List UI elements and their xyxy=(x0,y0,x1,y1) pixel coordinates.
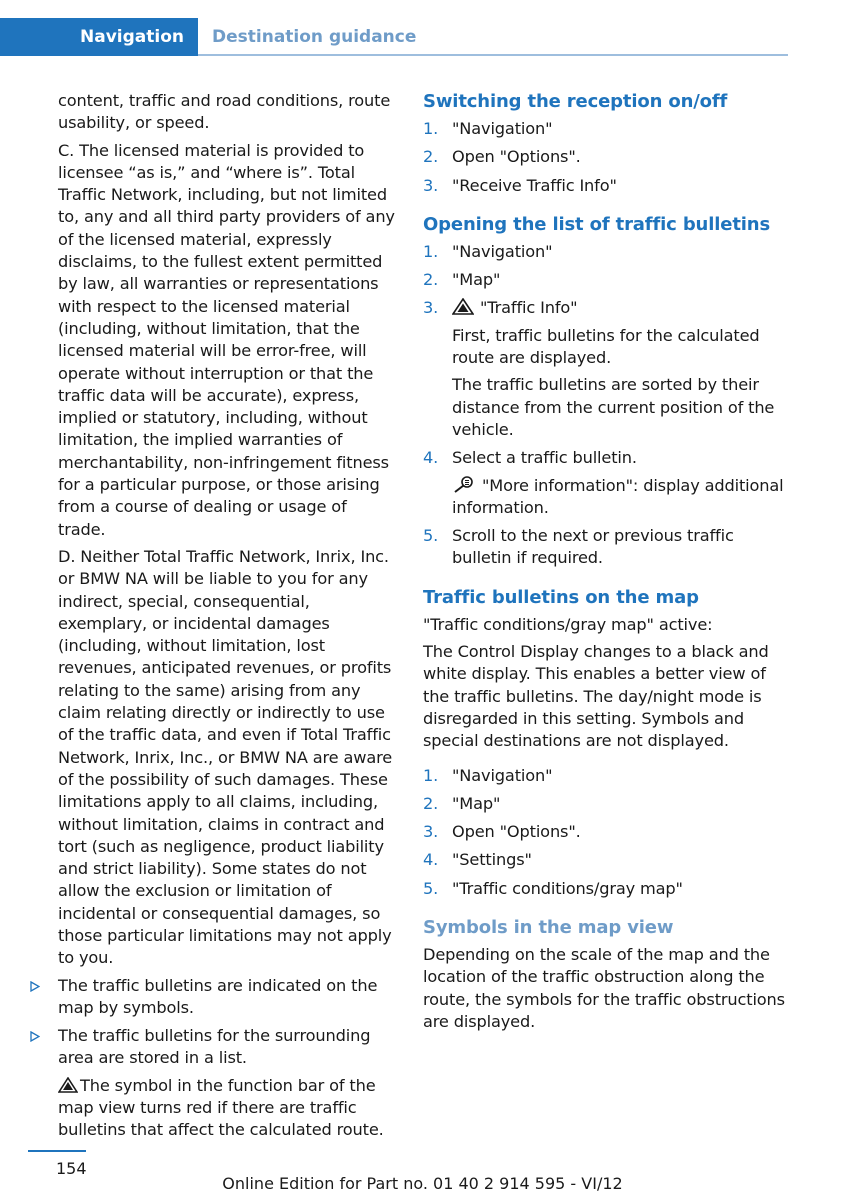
step-number: 1. xyxy=(423,765,439,785)
step-text: "Settings" xyxy=(452,850,532,870)
paragraph: content, traffic and road conditions, route usability, or speed. xyxy=(58,91,391,133)
left-column xyxy=(58,90,396,1148)
triangle-bullet-icon xyxy=(30,1031,40,1042)
warning-triangle-icon xyxy=(452,298,474,315)
step-number: 3. xyxy=(423,175,439,195)
step-detail xyxy=(452,475,791,520)
footer-rule xyxy=(28,1150,86,1152)
bullet-item xyxy=(58,1025,396,1141)
step-text: Open "Options". xyxy=(452,147,581,167)
bullet-note xyxy=(58,1075,396,1142)
list-item xyxy=(423,525,791,570)
list-item xyxy=(423,175,791,197)
list-item xyxy=(423,297,791,441)
paragraph: The Control Display changes to a black and white display. This enables a better view of the traffic bulletins. The day/night mode is disregarded in this setting. Symbols and special destinations are not displayed. xyxy=(423,642,769,751)
paragraph: Depending on the scale of the map and the location of the traffic obstruction along the route, the symbols for the traffic obstructions are displayed. xyxy=(423,945,785,1031)
step-number: 5. xyxy=(423,526,439,546)
edition-note: Online Edition for Part no. 01 40 2 914 595 - VI/12 xyxy=(222,1174,623,1193)
list-item xyxy=(423,241,791,263)
step-number: 5. xyxy=(423,878,439,898)
step-text: Scroll to the next or previous traffic bulletin if required. xyxy=(452,526,734,568)
steps-list xyxy=(423,765,791,900)
section-heading: Symbols in the map view xyxy=(423,917,674,939)
section-heading: Traffic bulletins on the map xyxy=(423,586,699,608)
bullet-text: The traffic bulletins for the surrounding area are stored in a list. xyxy=(58,1026,371,1068)
step-detail: First, traffic bulletins for the calculated route are displayed. xyxy=(452,325,760,368)
step-text: "Navigation" xyxy=(452,119,553,138)
list-item xyxy=(423,146,791,168)
step-text: Open "Options". xyxy=(452,822,581,842)
header-subsection: Destination guidance xyxy=(212,27,417,47)
paragraph: D. Neither Total Traffic Network, Inrix, Inc. or BMW NA will be liable to you for any indirect, special, consequential, exemplary, or incidental damages (including, without limitation, lost revenues, anticipated revenues, or profits relating to the same) arising from any claim relating directly or indirectly to use of the traffic data, and even if Total Traffic Network, Inrix, Inc., or BMW NA are aware of the possibility of such damages. These limitations apply to all claims, including, without limitation, claims in contract and tort (such as negligence, product liability and strict liability). Some states do not allow the exclusion or limitation of incidental or consequential damages, so those particular limitations may not apply to you. xyxy=(58,546,393,968)
list-item xyxy=(423,878,791,900)
step-number: 2. xyxy=(423,793,439,813)
step-number: 3. xyxy=(423,822,439,842)
step-text: "Navigation" xyxy=(452,765,553,785)
list-item xyxy=(423,849,791,871)
section-heading: Switching the reception on/off xyxy=(423,91,728,112)
list-item xyxy=(423,821,791,843)
step-number: 1. xyxy=(423,119,439,138)
header-section-tab xyxy=(0,18,198,56)
list-item xyxy=(423,793,791,815)
step-text: "Traffic Info" xyxy=(480,298,578,318)
step-text: "Navigation" xyxy=(452,241,553,261)
step-number: 4. xyxy=(423,850,439,870)
step-text: "Receive Traffic Info" xyxy=(452,175,617,195)
list-item xyxy=(423,269,791,291)
steps-list xyxy=(423,241,791,570)
step-number: 4. xyxy=(423,448,439,468)
step-text: "Traffic conditions/gray map" xyxy=(452,878,683,898)
page-number: 154 xyxy=(56,1159,87,1178)
paragraph: C. The licensed material is provided to licensee “as is,” and “where is”. Total Traffic Network, including, but not limited to, any and all third party providers of any of the licensed material, expressly disclaims, to the fullest extent permitted by law, all warranties or representations with respect to the licensed material (including, without limitation, that the licensed material will be error-free, will operate without interruption or that the traffic data will be accurate), express, implied or statutory, including, without limitation, the implied warranties of merchantability, non-infringement fitness for a particular purpose, or those arising from a course of dealing or usage of trade. xyxy=(58,140,395,539)
bullet-text: The traffic bulletins are indicated on the map by symbols. xyxy=(58,975,378,1017)
paragraph: "Traffic conditions/gray map" active: xyxy=(423,614,713,634)
warning-triangle-icon xyxy=(58,1077,78,1093)
step-detail-text: "More information": display additional information. xyxy=(452,475,784,517)
section-heading: Opening the list of traffic bulletins xyxy=(423,213,771,235)
step-detail: The traffic bulletins are sorted by their distance from the current position of the vehicle. xyxy=(452,375,775,439)
steps-list xyxy=(423,118,791,197)
step-text: "Map" xyxy=(452,270,501,290)
list-item xyxy=(423,118,791,140)
list-item xyxy=(423,447,791,519)
header-section-label: Navigation xyxy=(80,27,184,47)
step-number: 2. xyxy=(423,147,439,167)
step-text: Select a traffic bulletin. xyxy=(452,448,637,468)
bullet-note-text: The symbol in the function bar of the map view turns red if there are traffic bulletins that affect the calculated route. xyxy=(58,1075,384,1140)
right-column xyxy=(423,90,791,1038)
magnifier-info-icon xyxy=(452,475,476,493)
step-text: "Map" xyxy=(452,793,501,813)
header-rule xyxy=(198,54,788,56)
step-number: 3. xyxy=(423,298,439,318)
bullet-item xyxy=(58,975,396,1020)
step-number: 1. xyxy=(423,241,439,261)
triangle-bullet-icon xyxy=(30,981,40,992)
step-number: 2. xyxy=(423,270,439,290)
list-item xyxy=(423,765,791,787)
